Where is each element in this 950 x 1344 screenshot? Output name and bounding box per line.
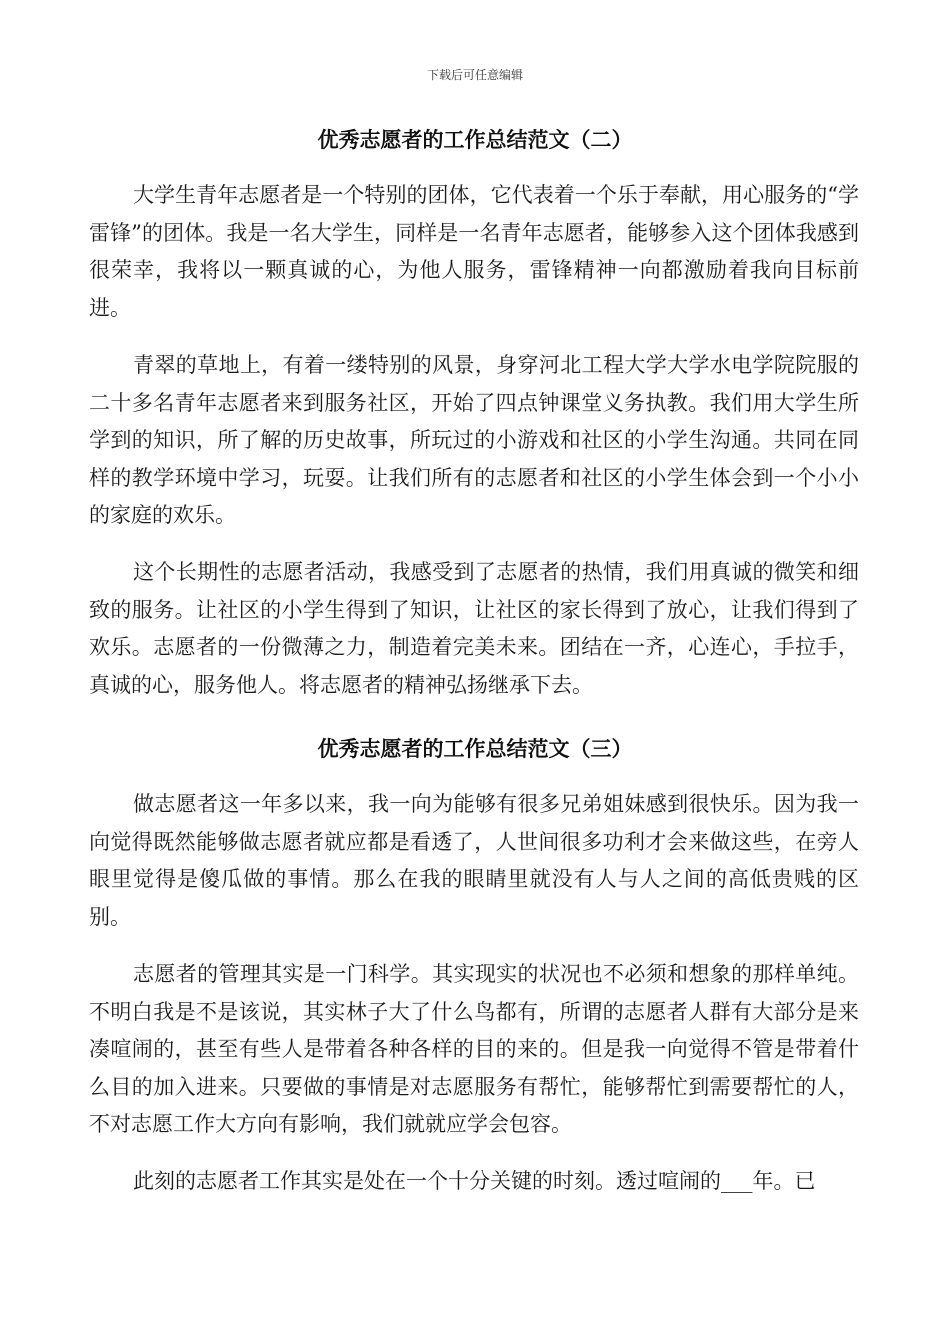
section-title-2: 优秀志愿者的工作总结范文（二）	[317, 127, 633, 152]
paragraph: 志愿者的管理其实是一门科学。其实现实的状况也不必须和想象的那样单纯。不明白我是不是该说，其实林子大了什么鸟都有，所谓的志愿者人群有大部分是来凑喧闹的，甚至有些人是带着各种各样的目的来的。但是我一向觉得不管是带着什么目的加入进来。只要做的事情是对志愿服务有帮忙，能够帮忙到需要帮忙的人，不对志愿工作大方向有影响，我们就就应学会包容。	[89, 962, 859, 1136]
paragraph: 此刻的志愿者工作其实是处在一个十分关键的时刻。透过喧闹的___年。已	[133, 1169, 816, 1193]
paragraph: 做志愿者这一年多以来，我一向为能够有很多兄弟姐妹感到很快乐。因为我一向觉得既然能够做志愿者就应都是看透了，人世间很多功利才会来做这些，在旁人眼里觉得是傻瓜做的事情。那么在我的眼睛里就没有人与人之间的高低贵贱的区别。	[89, 792, 859, 929]
paragraph: 青翠的草地上，有着一缕特别的风景，身穿河北工程大学大学水电学院院服的二十多名青年志愿者来到服务社区，开始了四点钟课堂义务执教。我们用大学生所学到的知识，所了解的历史故事，所玩过的小游戏和社区的小学生沟通。共同在同样的教学环境中学习，玩耍。让我们所有的志愿者和社区的小学生体会到一个小小的家庭的欢乐。	[89, 353, 859, 527]
section-title-3: 优秀志愿者的工作总结范文（三）	[317, 736, 633, 761]
paragraph: 大学生青年志愿者是一个特别的团体，它代表着一个乐于奉献，用心服务的“学雷锋”的团体。我是一名大学生，同样是一名青年志愿者，能够参入这个团体我感到很荣幸，我将以一颗真诚的心，为他人服务，雷锋精神一向都激励着我向目标前进。	[89, 183, 859, 320]
paragraph: 这个长期性的志愿者活动，我感受到了志愿者的热情，我们用真诚的微笑和细致的服务。让社区的小学生得到了知识，让社区的家长得到了放心，让我们得到了欢乐。志愿者的一份微薄之力，制造着完美未来。团结在一齐，心连心，手拉手，真诚的心，服务他人。将志愿者的精神弘扬继承下去。	[89, 560, 859, 697]
header-note: 下载后可任意编辑	[426, 68, 523, 82]
